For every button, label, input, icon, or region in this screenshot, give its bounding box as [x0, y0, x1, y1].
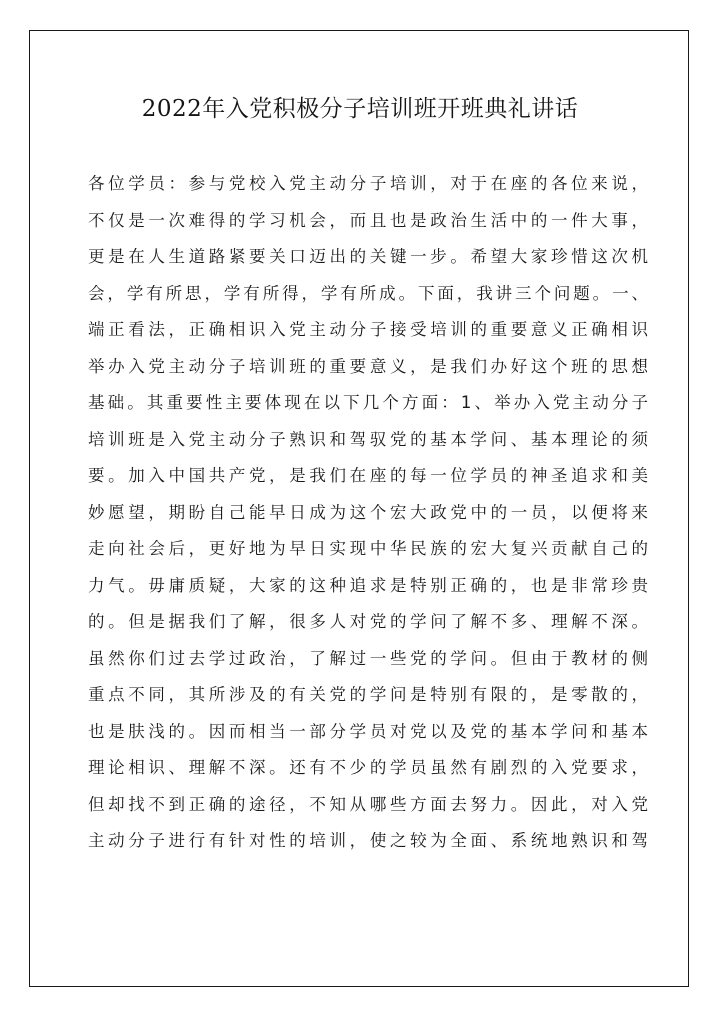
body-line: 各位学员：参与党校入党主动分子培训，对于在座的各位来说， — [88, 174, 648, 193]
body-line: 不仅是一次难得的学习机会，而且也是政治生活中的一件大事， — [88, 210, 648, 230]
body-line: 重点不同，其所涉及的有关党的学问是特别有限的，是零散的， — [88, 685, 648, 704]
body-line: 端正看法，正确相识入党主动分子接受培训的重要意义正确相识 — [88, 320, 648, 339]
body-line: 走向社会后，更好地为早日实现中华民族的宏大复兴贡献自己的 — [88, 539, 648, 558]
body-line: 举办入党主动分子培训班的重要意义，是我们办好这个班的思想 — [88, 356, 648, 376]
body-line: 会，学有所思，学有所得，学有所成。下面，我讲三个问题。一、 — [88, 283, 648, 303]
body-line: 也是肤浅的。因而相当一部分学员对党以及党的基本学问和基本 — [88, 721, 648, 741]
body-line: 要。加入中国共产党，是我们在座的每一位学员的神圣追求和美 — [88, 466, 648, 485]
body-line: 虽然你们过去学过政治，了解过一些党的学问。但由于教材的侧 — [88, 648, 648, 668]
body-line: 妙愿望，期盼自己能早日成为这个宏大政党中的一员，以便将来 — [88, 502, 648, 522]
body-line: 但却找不到正确的途径，不知从哪些方面去努力。因此，对入党 — [88, 794, 648, 814]
body-line: 更是在人生道路紧要关口迈出的关键一步。希望大家珍惜这次机 — [88, 247, 648, 266]
body-line: 基础。其重要性主要体现在以下几个方面：1、举办入党主动分子 — [88, 393, 648, 412]
body-line: 培训班是入党主动分子熟识和驾驭党的基本学问、基本理论的须 — [88, 429, 648, 449]
body-line: 主动分子进行有针对性的培训，使之较为全面、系统地熟识和驾 — [88, 831, 648, 850]
body-line: 理论相识、理解不深。还有不少的学员虽然有剧烈的入党要求， — [88, 758, 648, 777]
body-line: 力气。毋庸质疑，大家的这种追求是特别正确的，也是非常珍贵 — [88, 575, 648, 595]
document-title: 2022年入党积极分子培训班开班典礼讲话 — [141, 96, 579, 122]
document-body — [88, 166, 648, 860]
body-line: 的。但是据我们了解，很多人对党的学问了解不多、理解不深。 — [88, 612, 648, 631]
